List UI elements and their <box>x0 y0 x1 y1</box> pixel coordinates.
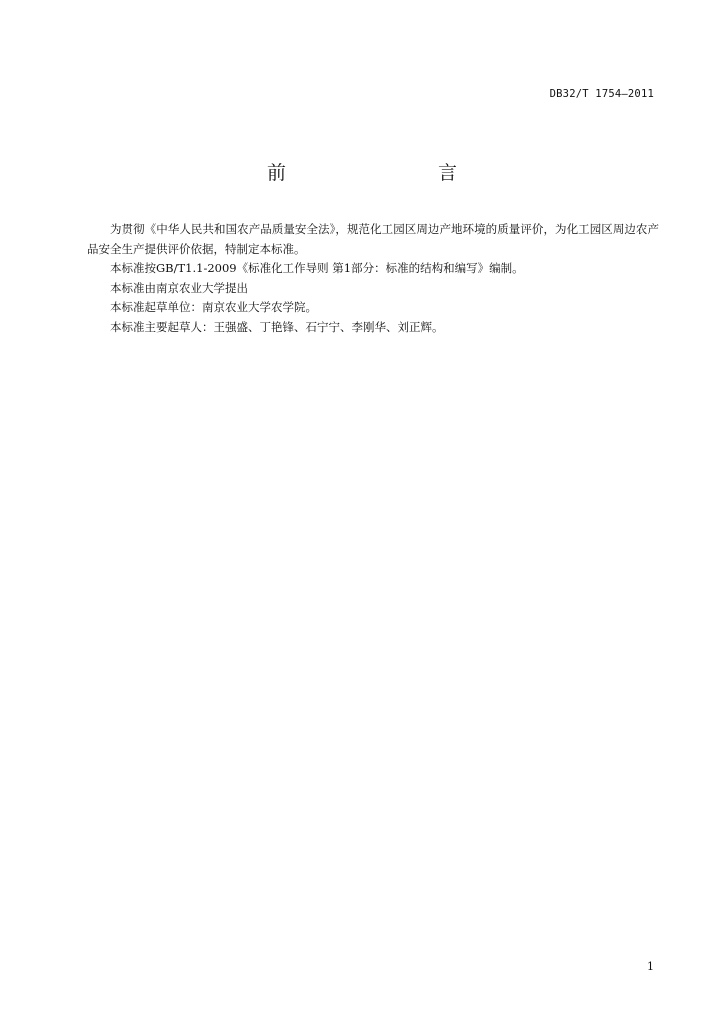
paragraph-drafters: 本标准主要起草人：王强盛、丁艳锋、石宁宁、李刚华、刘正辉。 <box>110 319 444 334</box>
paragraph-drafting-rules: 本标准按GB/T1.1-2009《标准化工作导则 第1部分：标准的结构和编写》编制。 <box>110 261 524 275</box>
foreword-body <box>87 220 659 337</box>
paragraph-drafting-unit: 本标准起草单位：南京农业大学农学院。 <box>110 300 317 314</box>
page-title: 前 言 <box>266 162 495 184</box>
paragraph-purpose: 为贯彻《中华人民共和国农产品质量安全法》，规范化工园区周边产地环境的质量评价，为化工园区周边农产品安全生产提供评价依据，特制定本标准。 <box>87 222 659 256</box>
document-number: DB32/T 1754—2011 <box>549 88 654 100</box>
paragraph-proposer: 本标准由南京农业大学提出 <box>110 280 248 295</box>
page-number: 1 <box>647 960 654 973</box>
